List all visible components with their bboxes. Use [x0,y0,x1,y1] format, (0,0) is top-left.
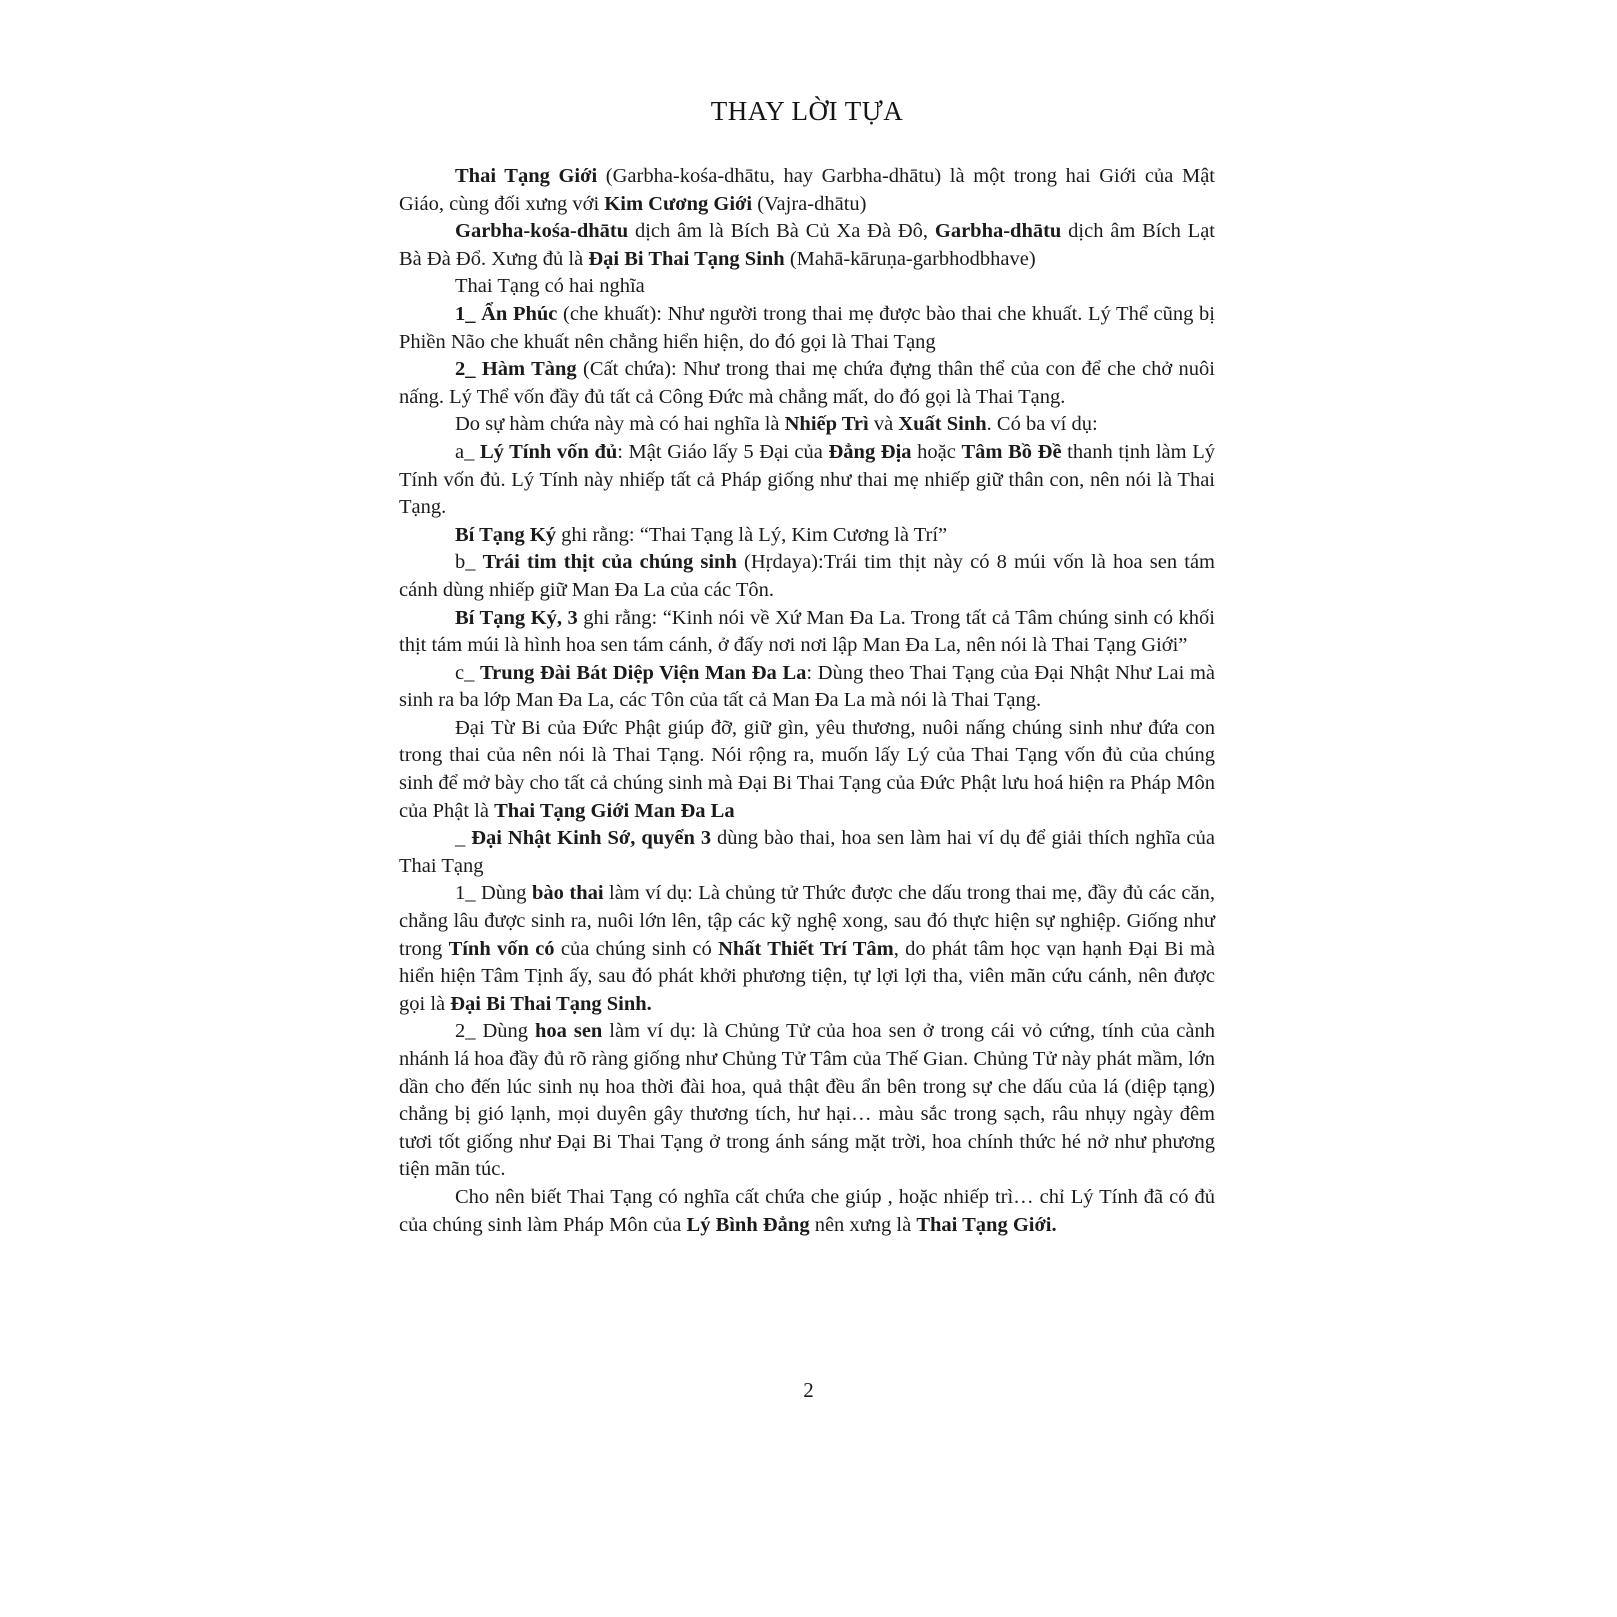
page-title: THAY LỜI TỰA [710,96,904,126]
paragraph [399,880,1215,1018]
paragraph [399,522,1215,550]
bold-text-run: Đại Bi Thai Tạng Sinh [588,247,785,270]
bold-text-run: Đại Bi Thai Tạng Sinh. [450,992,652,1015]
bold-text-run: 2_ Hàm Tàng [455,358,577,381]
text-run: Thai Tạng có hai nghĩa [455,275,645,298]
paragraph [399,356,1215,411]
text-run: Đại Từ Bi của Đức Phật giúp đỡ, giữ gìn, yêu thương, nuôi nấng chúng sinh như đứa con trong thai của nên nói là Thai Tạng. Nói rộng ra, muốn lấy Lý của Thai Tạng vốn đủ của chúng sinh để mở bày cho tất cả chúng sinh mà Đại Bi Thai Tạng của Đức Phật lưu hoá hiện ra Pháp Môn của Phật là [399,716,1215,822]
text-run: a_ [455,440,480,463]
text-run: hoặc [911,440,962,463]
bold-text-run: Đại Nhật Kinh Sớ, quyển 3 [471,827,712,850]
text-run: (che khuất): Như người trong thai mẹ được bào thai che khuất. Lý Thể cũng bị Phiền Não che khuất nên chẳng hiển hiện, do đó gọi là Thai Tạng [399,302,1215,353]
paragraph [399,1184,1215,1239]
text-run: (Cất chứa): Như trong thai mẹ chứa đựng thân thể của con để che chở nuôi nấng. Lý Thể vốn đầy đủ tất cả Công Đức mà chẳng mất, do đó gọi là Thai Tạng. [399,358,1215,408]
paragraph [399,301,1215,356]
bold-text-run: Trái tim thịt của chúng sinh [482,551,737,574]
text-run: b_ [455,551,483,574]
document-content [399,96,1215,1239]
bold-text-run: Đẳng Địa [828,440,912,463]
bold-text-run: Nhất Thiết Trí Tâm [718,937,894,960]
text-run: Cho nên biết Thai Tạng có nghĩa cất chứa che giúp , hoặc nhiếp trì… chỉ Lý Tính đã có đủ của chúng sinh làm Pháp Môn của [399,1185,1215,1236]
paragraph [399,163,1215,218]
bold-text-run: Trung Đài Bát Diệp Viện Man Đa La [480,661,807,684]
text-run: dịch âm là Bích Bà Củ Xa Đà Đô, [628,220,935,243]
text-run: , do phát tâm học vạn hạnh Đại Bi mà hiển hiện Tâm Tịnh ấy, sau đó phát khởi phương tiện, tự lợi lợi tha, viên mãn cứu cánh, nên được gọi là [399,937,1216,1015]
text-run: dùng bào thai, hoa sen làm hai ví dụ để giải thích nghĩa của Thai Tạng [399,827,1216,877]
bold-text-run: Garbha-dhātu [934,220,1062,243]
text-run: (Vajra-dhātu) [752,192,867,215]
paragraph [399,218,1215,273]
bold-text-run: Lý Tính vốn đủ [479,440,618,463]
bold-text-run: Xuất Sinh [898,413,987,436]
paragraph [399,660,1215,715]
text-run: dịch âm Bích Lạt Bà Đà Đổ. Xưng đủ là [399,220,1215,270]
paragraph [399,439,1215,522]
text-run: nên xưng là [809,1213,917,1236]
page-number: 2 [803,1378,814,1402]
paragraph [399,715,1215,825]
paragraph [399,1018,1215,1184]
text-run: ghi rằng: “Kinh nói về Xứ Man Đa La. Trong tất cả Tâm chúng sinh có khối thịt tám múi là hình hoa sen tám cánh, ở đấy nơi nơi lập Man Đa La, nên nói là Thai Tạng Giới” [399,606,1215,657]
bold-text-run: bào thai [532,882,604,905]
paragraph [399,825,1215,880]
text-run: (Hṛdaya):Trái tim thịt này có 8 múi vốn là hoa sen tám cánh dùng nhiếp giữ Man Đa La của các Tôn. [399,551,1215,601]
bold-text-run: Thai Tạng Giới [455,165,598,187]
text-run: làm ví dụ: là Chủng Tử của hoa sen ở trong cái vỏ cứng, tính của cành nhánh lá hoa đầy đủ rõ ràng giống như Chủng Tử Tâm của Thế Gian. Chủng Tử này phát mầm, lớn dần cho đến lúc sinh nụ hoa thời đài hoa, quả thật đều ẩn bên trong sự che dấu của lá (diệp tạng) chẳng bị gió lạnh, mọi duyên gây thương tích, hư hại… màu sắc trong sạch, râu nhụy ngày đêm tươi tốt giống như Đại Bi Thai Tạng ở trong ánh sáng mặt trời, hoa chính thức hé nở như phương tiện mãn túc. [399,1020,1215,1181]
bold-text-run: Nhiếp Trì [784,413,869,436]
text-run: và [868,413,899,436]
bold-text-run: Thai Tạng Giới Man Đa La [494,799,735,822]
paragraph [399,549,1215,604]
bold-text-run: Thai Tạng Giới. [916,1213,1057,1236]
bold-text-run: Lý Bình Đẳng [686,1213,810,1236]
text-run: 2_ Dùng [455,1020,535,1043]
bold-text-run: Garbha-kośa-dhātu [455,220,629,243]
bold-text-run: Tính vốn có [448,937,555,960]
text-run: (Garbha-kośa-dhātu, hay Garbha-dhātu) là một trong hai Giới của Mật Giáo, cùng đối xưng với [399,165,1215,215]
bold-text-run: hoa sen [534,1020,603,1043]
paragraph [399,411,1215,439]
text-run: : Dùng theo Thai Tạng của Đại Nhật Như Lai mà sinh ra ba lớp Man Đa La, các Tôn của tất cả Man Đa La mà nói là Thai Tạng. [399,661,1215,712]
text-run: ghi rằng: “Thai Tạng là Lý, Kim Cương là Trí” [556,523,948,546]
text-run: : Mật Giáo lấy 5 Đại của [617,440,829,463]
paragraph [399,605,1215,660]
text-run: c_ [455,661,481,684]
document-body [399,163,1215,1239]
text-run: Do sự hàm chứa này mà có hai nghĩa là [455,413,785,436]
paragraph [399,273,1215,301]
text-run: . Có ba ví dụ: [986,413,1098,436]
text-run: của chúng sinh có [554,937,719,960]
bold-text-run: Tâm Bồ Đề [961,440,1062,463]
bold-text-run: Bí Tạng Ký [455,523,557,546]
bold-text-run: Kim Cương Giới [604,192,753,215]
text-run: thanh tịnh làm Lý Tính vốn đủ. Lý Tính này nhiếp tất cả Pháp giống như thai mẹ nhiếp giữ thân con, nên nói là Thai Tạng. [399,440,1215,519]
bold-text-run: Bí Tạng Ký, 3 [455,606,578,629]
text-run: làm ví dụ: Là chủng tử Thức được che dấu trong thai mẹ, đầy đủ các căn, chẳng lâu được sinh ra, nuôi lớn lên, tập các kỹ nghệ xong, sau đó thực hiện sự nghiệp. Giống như trong [399,882,1215,960]
text-run: (Mahā-kāruṇa-garbhodbhave) [784,247,1036,270]
text-run: 1_ Dùng [455,882,532,905]
bold-text-run: 1_ Ẩn Phúc [455,302,558,325]
text-run: _ [455,827,472,850]
